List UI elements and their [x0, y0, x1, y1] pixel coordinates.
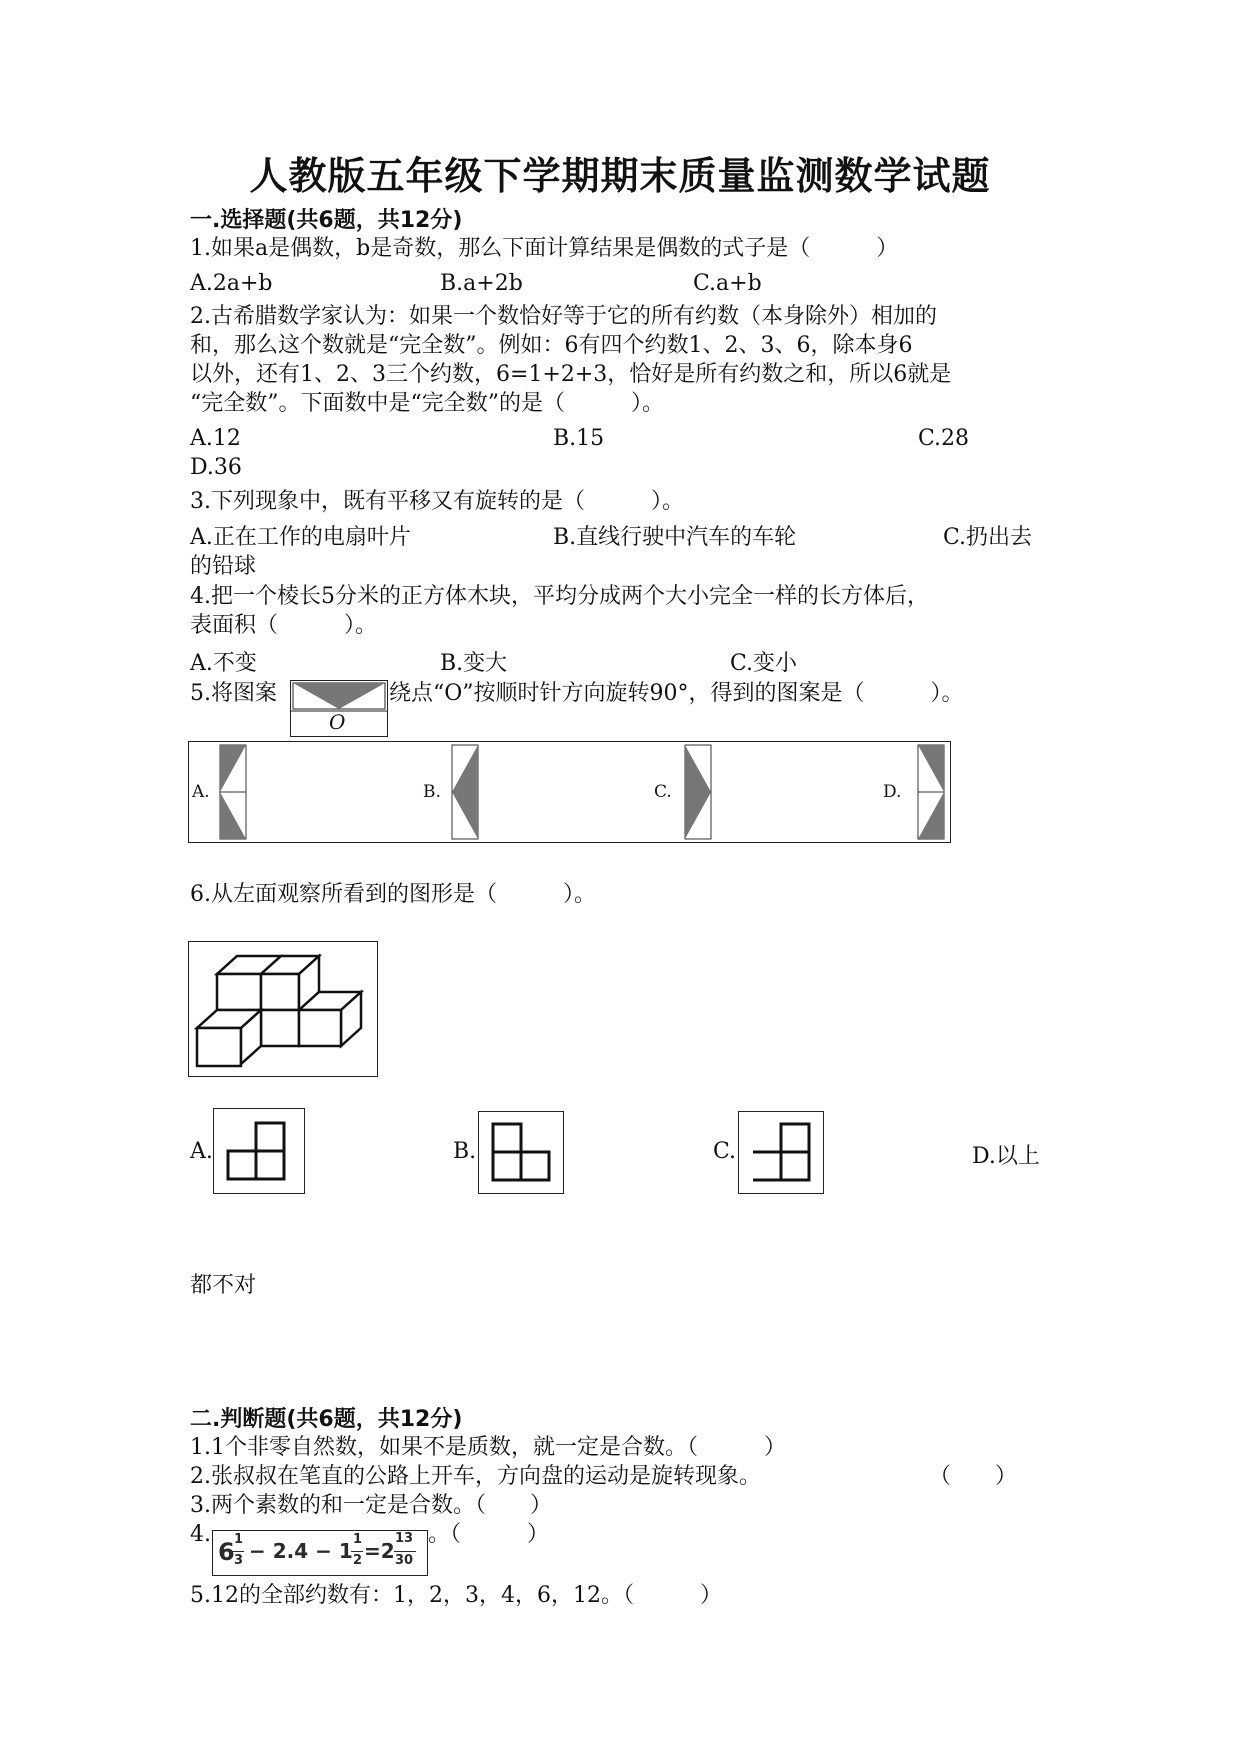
q5-option-d-label[interactable]: D. [883, 782, 902, 802]
formula-whole-6: 6 [218, 1538, 235, 1566]
q4-option-a[interactable]: A.不变 [190, 651, 257, 676]
question-5-suffix: 绕点“O”按顺时针方向旋转90°，得到的图案是（ ）。 [389, 681, 964, 706]
q4-option-c[interactable]: C.变小 [730, 651, 798, 676]
formula-den-30: 30 [395, 1553, 414, 1568]
q4-option-b[interactable]: B.变大 [440, 651, 508, 676]
q1-option-a[interactable]: A.2a+b [190, 271, 273, 296]
question-2-line-4: “完全数”。下面数中是“完全数”的是（ ）。 [190, 391, 664, 416]
q6-option-a-figure[interactable] [213, 1108, 305, 1194]
formula-den-3: 3 [234, 1553, 244, 1568]
q5-option-a-label[interactable]: A. [192, 782, 210, 802]
q6-option-d-cont: 都不对 [190, 1273, 257, 1298]
q6-option-c-figure[interactable] [738, 1111, 824, 1194]
q6-option-b-label[interactable]: B. [453, 1139, 477, 1164]
q2-option-a[interactable]: A.12 [190, 426, 241, 451]
section-heading-judgement: 二.判断题(共6题，共12分) [190, 1407, 463, 1432]
formula-den-2: 2 [353, 1553, 363, 1568]
q2-option-d[interactable]: D.36 [190, 455, 242, 480]
question-4-line-2: 表面积（ ）。 [190, 613, 378, 638]
q2-option-c[interactable]: C.28 [918, 426, 970, 451]
q1-option-b[interactable]: B.a+2b [440, 271, 523, 296]
judgement-3: 3.两个素数的和一定是合数。（ ） [190, 1493, 552, 1518]
formula-equals-2: =2 [364, 1539, 395, 1563]
q6-option-d[interactable]: D.以上 [972, 1144, 1040, 1169]
question-3: 3.下列现象中，既有平移又有旋转的是（ ）。 [190, 489, 684, 514]
q1-option-c[interactable]: C.a+b [693, 271, 762, 296]
judgement-5: 5.12的全部约数有：1，2，3，4，6，12。（ ） [190, 1583, 722, 1608]
judgement-4-paren[interactable]: 。（ ） [428, 1522, 550, 1547]
judgement-4-formula [212, 1530, 428, 1576]
q3-option-c-cont: 的铅球 [190, 554, 257, 579]
question-2-line-3: 以外，还有1、2、3三个约数，6=1+2+3，恰好是所有约数之和，所以6就是 [190, 362, 952, 387]
question-6: 6.从左面观察所看到的图形是（ ）。 [190, 882, 596, 907]
q6-cube-figure [188, 941, 378, 1077]
question-1: 1.如果a是偶数，b是奇数，那么下面计算结果是偶数的式子是（ ） [190, 236, 899, 261]
question-5-prefix: 5.将图案 [190, 681, 277, 706]
question-2-line-2: 和，那么这个数就是“完全数”。例如：6有四个约数1、2、3、6，除本身6 [190, 333, 913, 358]
q5-option-d-figure[interactable] [917, 744, 945, 840]
formula-fraction-bar-3 [394, 1551, 416, 1552]
q5-options-panel [188, 741, 951, 843]
formula-num-1: 1 [234, 1532, 244, 1547]
q5-option-c-label[interactable]: C. [654, 782, 672, 802]
judgement-2-paren[interactable]: （ ） [929, 1464, 1018, 1489]
q6-option-c-label[interactable]: C. [713, 1139, 737, 1164]
q2-option-b[interactable]: B.15 [553, 426, 605, 451]
formula-num-13: 13 [395, 1531, 414, 1546]
q3-option-a[interactable]: A.正在工作的电扇叶片 [190, 525, 411, 550]
q3-option-b[interactable]: B.直线行驶中汽车的车轮 [553, 525, 797, 550]
q5-option-b-label[interactable]: B. [423, 782, 441, 802]
q6-option-a-label[interactable]: A. [190, 1139, 213, 1164]
q3-option-c[interactable]: C.扔出去 [943, 525, 1033, 550]
section-heading-choice: 一.选择题(共6题，共12分) [190, 208, 463, 233]
q5-source-figure [290, 680, 388, 737]
q5-option-a-figure[interactable] [219, 744, 247, 840]
formula-middle: − 2.4 − 1 [249, 1539, 353, 1563]
formula-fraction-bar-1 [232, 1551, 244, 1552]
judgement-2: 2.张叔叔在笔直的公路上开车，方向盘的运动是旋转现象。 [190, 1464, 761, 1489]
q5-point-o-label: O [329, 710, 346, 734]
q6-option-b-figure[interactable] [478, 1111, 564, 1194]
q5-option-c-figure[interactable] [684, 744, 712, 840]
question-2-line-1: 2.古希腊数学家认为：如果一个数恰好等于它的所有约数（本身除外）相加的 [190, 304, 937, 329]
judgement-4-label: 4. [190, 1522, 211, 1547]
formula-fraction-bar-2 [351, 1551, 363, 1552]
q5-option-b-figure[interactable] [451, 744, 479, 840]
question-4-line-1: 4.把一个棱长5分米的正方体木块，平均分成两个大小完全一样的长方体后， [190, 584, 929, 609]
formula-num-1b: 1 [353, 1532, 363, 1547]
judgement-1: 1.1个非零自然数，如果不是质数，就一定是合数。（ ） [190, 1435, 786, 1460]
page-title: 人教版五年级下学期期末质量监测数学试题 [249, 154, 991, 198]
